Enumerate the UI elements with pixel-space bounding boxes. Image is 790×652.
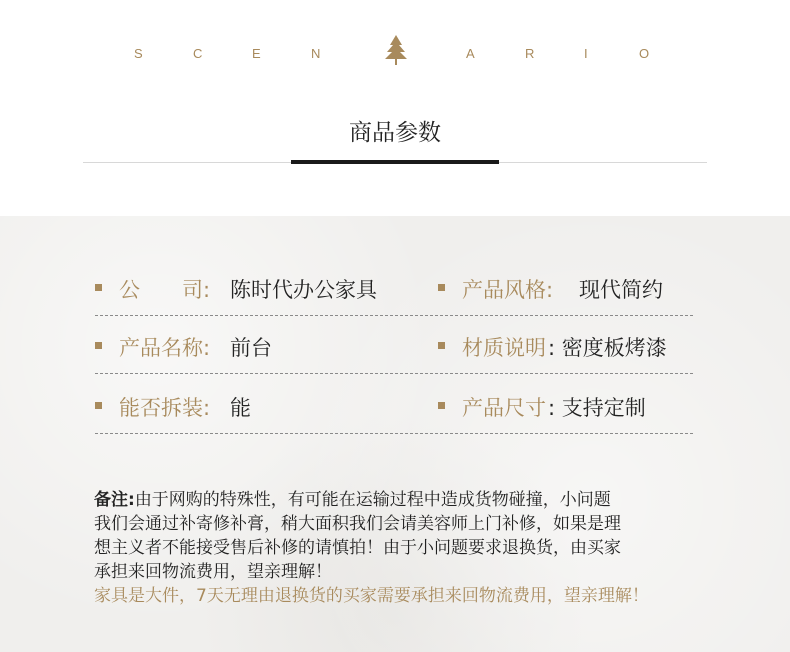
params-row [95,378,693,434]
brand-letter: E [252,46,261,61]
param-value: 陈时代办公家具 [230,278,377,302]
param-value: 能 [230,396,251,420]
note-line: 想主义者不能接受售后补修的请慎拍！由于小问题要求退换货，由买家 [94,538,621,558]
section-title: 商品参数 [349,120,441,146]
params-row [95,260,693,316]
brand-header [0,34,790,70]
brand-letter: I [584,46,588,61]
param-label: 产品名称: [119,336,211,360]
param-value: : 支持定制 [548,396,646,420]
param-label: 产品风格: [462,278,554,302]
param-label: 材质说明 [462,336,546,360]
note-highlight: 家具是大件，7天无理由退换货的买家需要承担来回物流费用，望亲理解！ [94,586,649,606]
param-label: 能否拆装: [119,396,211,420]
param-value: 现代简约 [579,278,663,302]
brand-letter: S [134,46,143,61]
title-underline [291,160,499,164]
pine-tree-icon [384,34,408,66]
brand-letter: A [466,46,475,61]
note-block [94,488,694,608]
brand-letter: O [639,46,650,61]
brand-letter: C [193,46,203,61]
note-text: 由于网购的特殊性，有可能在运输过程中造成货物碰撞，小问题 [134,490,611,510]
bullet-icon [95,402,102,409]
bullet-icon [438,284,445,291]
note-line [94,488,694,512]
brand-letter: R [525,46,535,61]
row-divider [95,373,693,374]
param-value: 前台 [230,336,272,360]
bullet-icon [438,402,445,409]
brand-letter: N [311,46,321,61]
param-value: : 密度板烤漆 [548,336,667,360]
param-label: 公 司: [119,278,211,302]
param-label: 产品尺寸 [462,396,546,420]
bullet-icon [95,342,102,349]
bullet-icon [438,342,445,349]
note-label: 备注: [94,490,135,510]
params-row [95,318,693,374]
note-line: 我们会通过补寄修补膏，稍大面积我们会请美容师上门补修，如果是理 [94,514,621,534]
row-divider [95,433,693,434]
note-line: 承担来回物流费用，望亲理解！ [94,562,332,582]
bullet-icon [95,284,102,291]
row-divider [95,315,693,316]
